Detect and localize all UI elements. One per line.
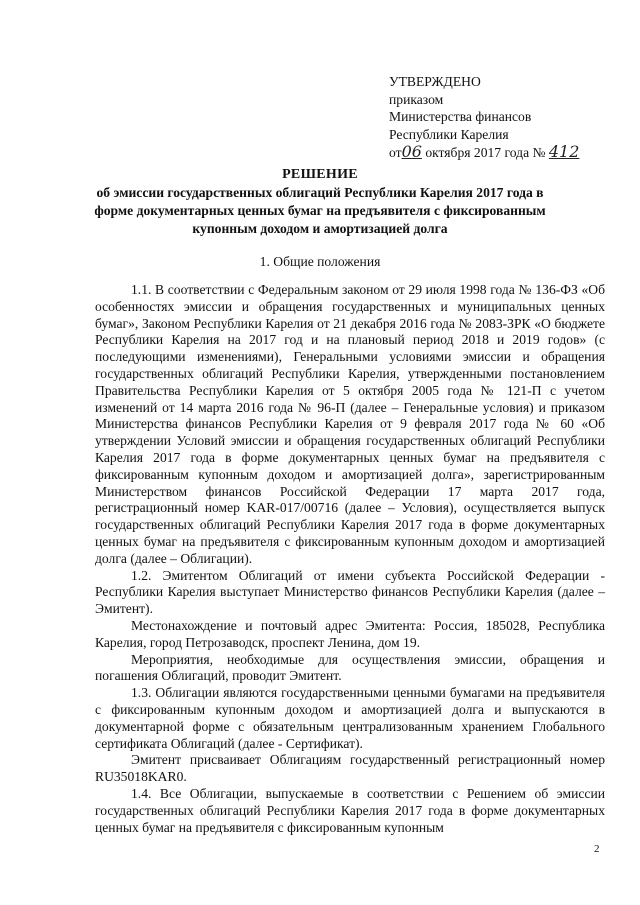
approval-republic: Республики Карелия (389, 126, 509, 142)
paragraph-measures: Мероприятия, необходимые для осуществления эмиссии, обращения и погашения Облигаций, проводит Эмитент. (95, 651, 605, 684)
approval-order-word: приказом (389, 91, 444, 107)
approval-ministry: Министерства финансов (389, 109, 532, 124)
handwritten-day: 06 (401, 142, 422, 161)
paragraph-1-4: 1.4. Все Облигации, выпускаемые в соответствии с Решением об эмиссии государственных облигаций Республики Карелия 2017 года в форме документарных ценных бумаг на предъявителя с фиксированным купонным (95, 785, 605, 835)
paragraph-1-1: 1.1. В соответствии с Федеральным законом от 29 июля 1998 года № 136-ФЗ «Об особенностях эмиссии и обращения государственных и муниципальных ценных бумаг», Законом Республики Карелия от 21 декабря 2016 года № 2083-ЗРК «О бюджете Республики Карелия на 2017 год и на плановый период 2018 и 2019 годов» (с последующими изменениями), Генеральными условиями эмиссии и обращения государственных облигаций Республики Карелия, утвержденными постановлением Правительства Республики Карелия от 5 октября 2005 года № 121-П с учетом изменений от 14 марта 2016 года № 96-П (далее – Генеральные условия) и приказом Министерства финансов Республики Карелия от 9 февраля 2017 года № 60 «Об утверждении Условий эмиссии и обращения государственных облигаций Республики Карелия 2017 года в форме документарных ценных бумаг на предъявителя с фиксированным купонным доходом и амортизацией долга», зарегистрированным Министерством финансов Российской Федерации 17 марта 2017 года, регистрационный номер KAR-017/00716 (далее – Условия), осуществляется выпуск государственных облигаций Республики Карелия 2017 года в форме документарных ценных бумаг на предъявителя с фиксированным купонным доходом и амортизацией долга (далее – Облигации). (95, 282, 605, 566)
paragraph-1-3: 1.3. Облигации являются государственными ценными бумагами на предъявителя с фиксированным купонным доходом и амортизацией долга и выпускаются в документарной форме с обязательным централизованным хранением Глобального сертификата Облигаций (далее - Сертификат). (95, 685, 605, 751)
document-title (94, 166, 546, 238)
date-prefix: от (389, 145, 402, 160)
document-body (95, 282, 605, 836)
date-middle: октября 2017 года № (421, 145, 546, 160)
approval-stamp (389, 73, 579, 162)
approval-date-line (389, 143, 579, 162)
title-line-1: об эмиссии государственных облигаций Республики Карелия 2017 года в (96, 185, 544, 200)
page-number: 2 (594, 843, 600, 855)
section-heading: 1. Общие положения (259, 254, 381, 269)
title-line-2: форме документарных ценных бумаг на предъявителя с фиксированным (94, 203, 546, 218)
paragraph-registration-number: Эмитент присваивает Облигациям государственный регистрационный номер RU35018KAR0. (95, 752, 605, 785)
approval-heading: УТВЕРЖДЕНО (389, 74, 481, 89)
title-heading: РЕШЕНИЕ (282, 167, 358, 182)
handwritten-order-number: 412 (548, 142, 580, 161)
paragraph-1-2: 1.2. Эмитентом Облигаций от имени субъекта Российской Федерации - Республики Карелия выступает Министерство финансов Республики Карелия (далее – Эмитент). (95, 567, 605, 617)
title-line-3: купонным доходом и амортизацией долга (192, 221, 448, 236)
paragraph-address: Местонахождение и почтовый адрес Эмитента: Россия, 185028, Республика Карелия, город Петрозаводск, проспект Ленина, дом 19. (95, 617, 605, 650)
